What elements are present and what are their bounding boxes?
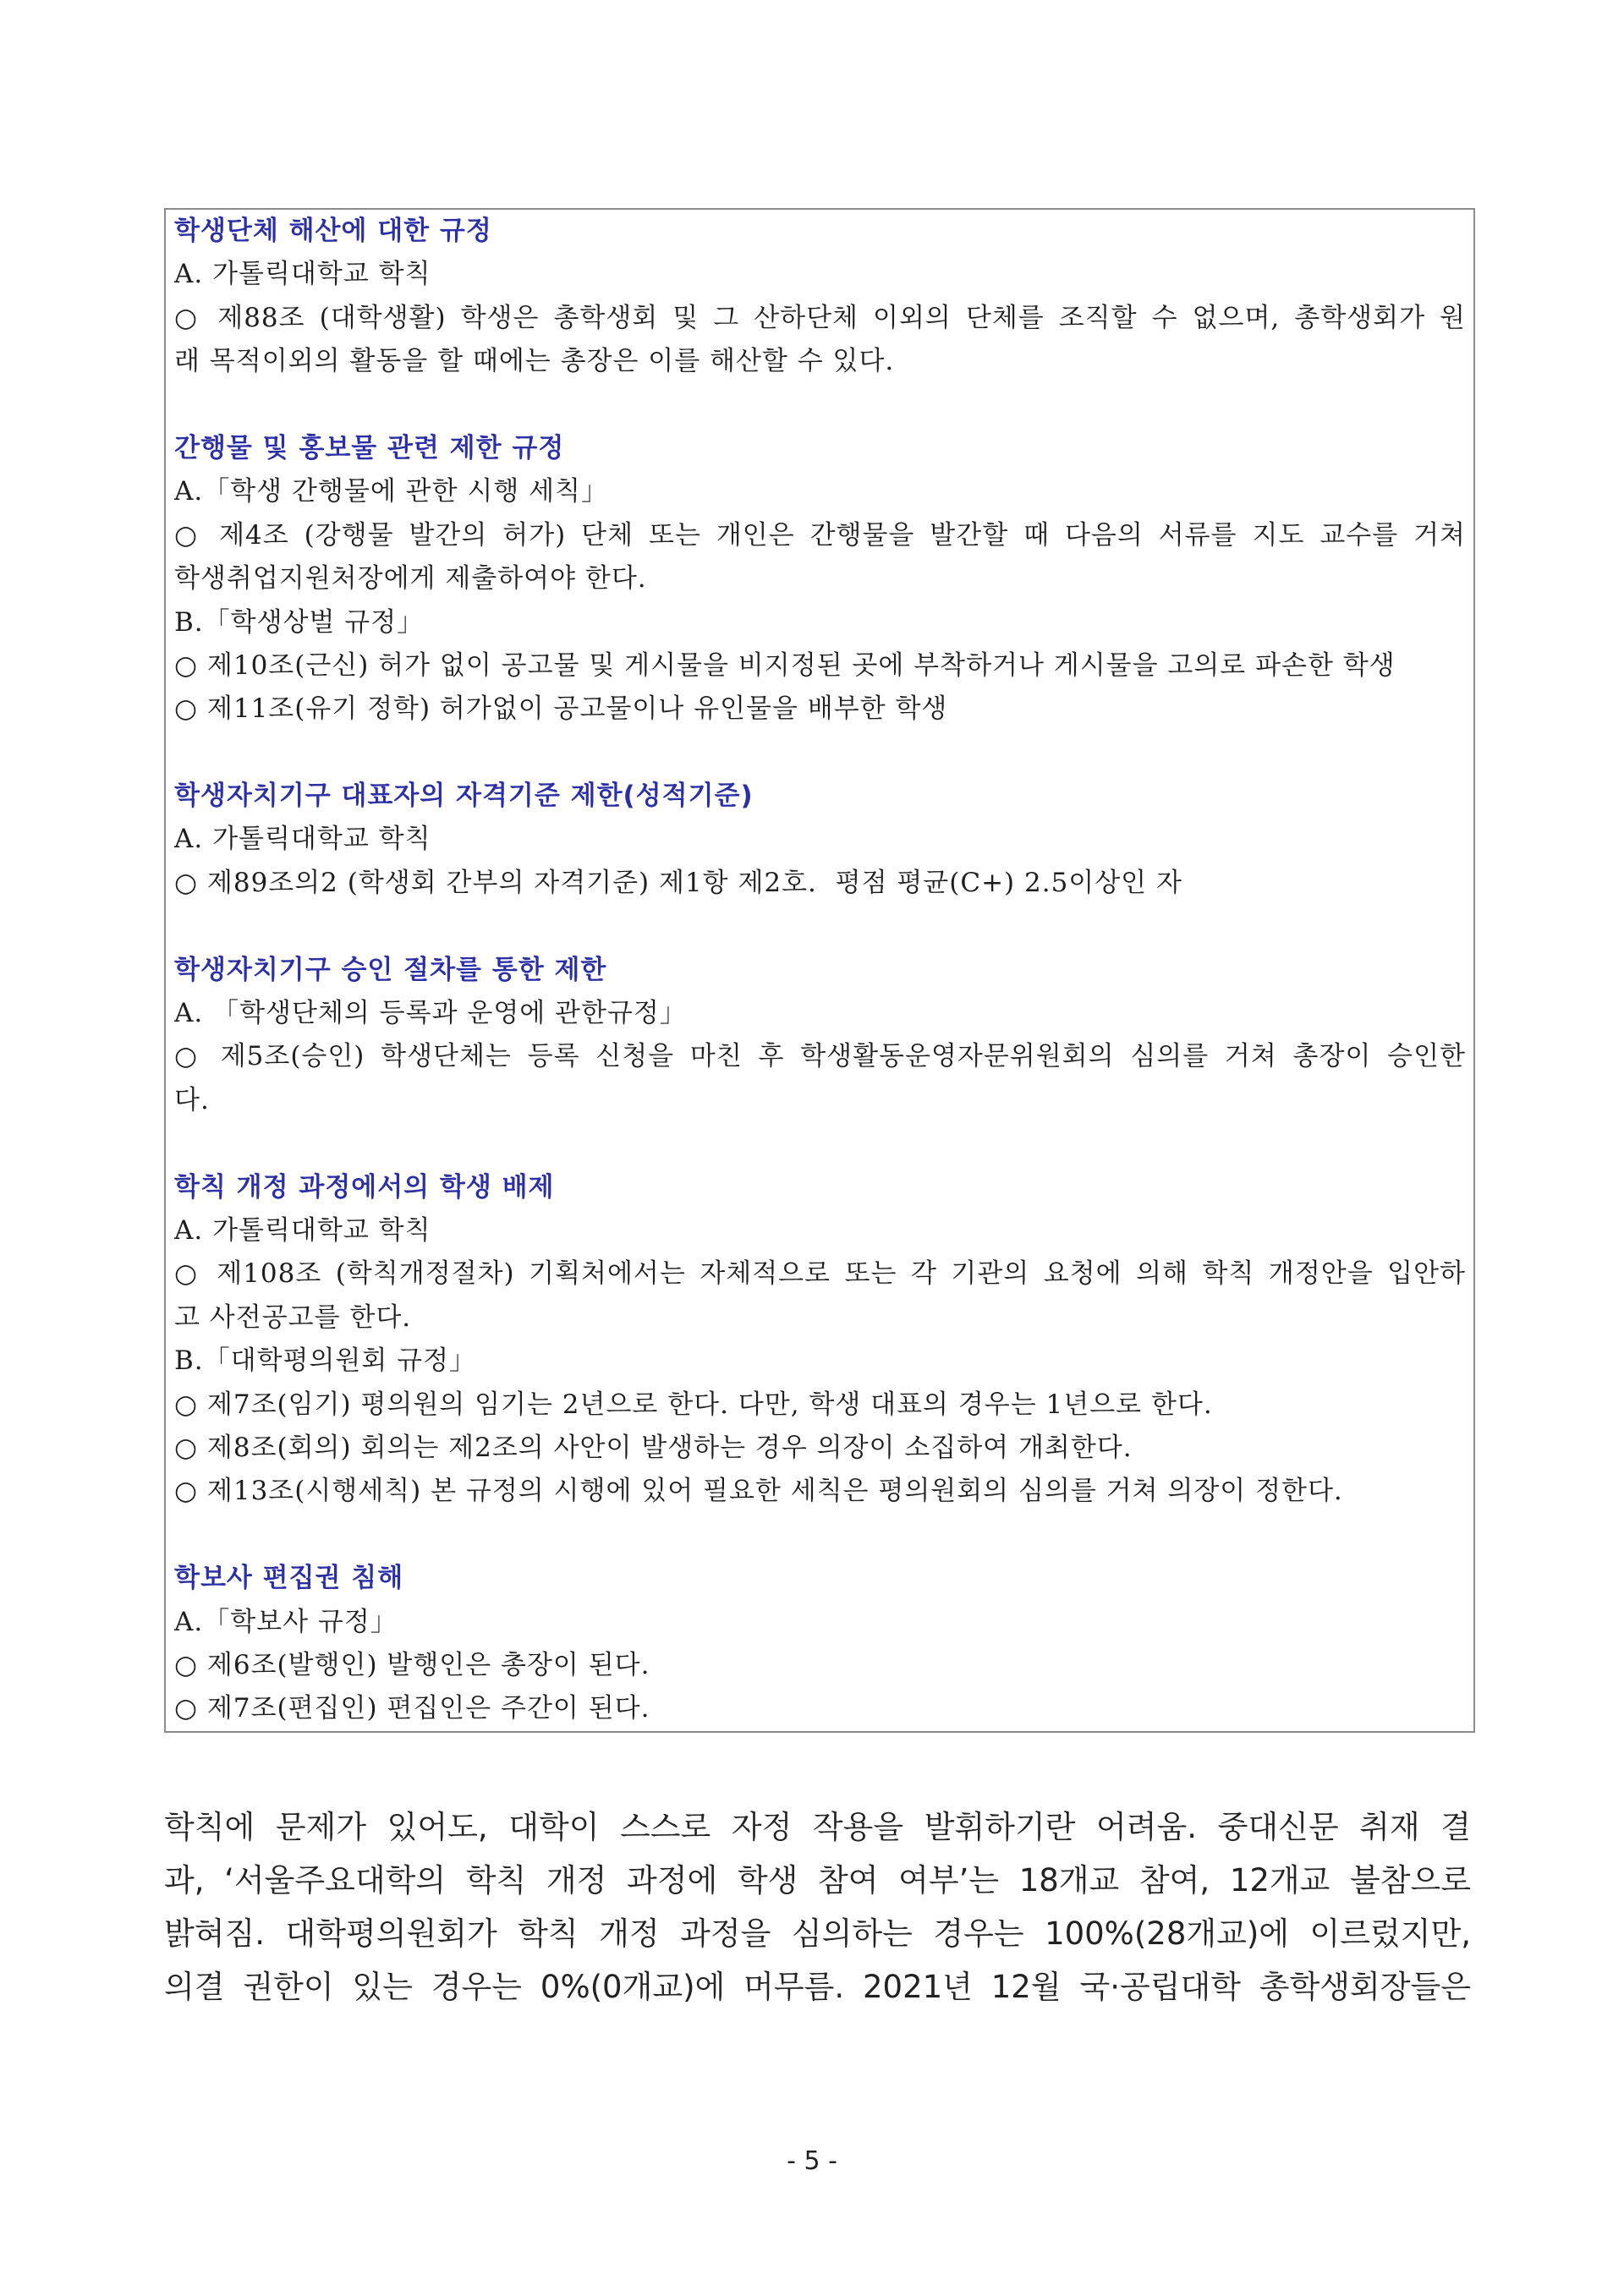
section-heading: 학생자치기구 대표자의 자격기준 제한(성적기준) xyxy=(174,781,754,812)
article-line: ○ 제6조(발행인) 발행인은 총장이 된다. xyxy=(174,1649,650,1680)
section-rule-revision-exclusion xyxy=(174,1166,1466,1514)
section-approval-procedure xyxy=(174,949,1466,1123)
page-number: - 5 - xyxy=(787,2146,837,2176)
regulation-source: A.「학보사 규정」 xyxy=(174,1606,398,1637)
body-paragraph-line: 의결 권한이 있는 경우는 0%(0개교)에 머무름. 2021년 12월 국·공립대학 총학생회장들은 xyxy=(164,1969,1471,2005)
article-line: ○ 제11조(유기 정학) 허가없이 공고물이나 유인물을 배부한 학생 xyxy=(174,693,948,725)
article-line: ○ 제7조(임기) 평의원의 임기는 2년으로 한다. 다만, 학생 대표의 경우는 1년으로 한다. xyxy=(174,1389,1213,1420)
regulation-source: B.「대학평의원회 규정」 xyxy=(174,1345,477,1377)
article-line: ○ 제88조 (대학생활) 학생은 총학생회 및 그 산하단체 이외의 단체를 조직할 수 없으며, 총학생회가 원 xyxy=(174,302,1466,333)
article-line: ○ 제4조 (강행물 발간의 허가) 단체 또는 개인은 간행물을 발간할 때 다음의 서류를 지도 교수를 거쳐 xyxy=(174,519,1466,551)
section-heading: 학보사 편집권 침해 xyxy=(174,1563,404,1594)
section-representative-qualification xyxy=(174,775,1466,905)
article-line: ○ 제108조 (학칙개정절차) 기획처에서는 자체적으로 또는 각 기관의 요청에 의해 학칙 개정안을 입안하 xyxy=(174,1258,1466,1290)
regulation-source: A. 가톨릭대학교 학칙 xyxy=(174,824,431,855)
section-heading: 학칙 개정 과정에서의 학생 배제 xyxy=(174,1171,555,1203)
regulation-source: A.「학생 간행물에 관한 시행 세칙」 xyxy=(174,476,609,507)
section-heading: 학생자치기구 승인 절차를 통한 제한 xyxy=(174,954,607,985)
section-heading: 학생단체 해산에 대한 규정 xyxy=(174,216,492,246)
article-line: 래 목적이외의 활동을 할 때에는 총장은 이를 해산할 수 있다. xyxy=(174,346,895,377)
article-line: 다. xyxy=(174,1084,210,1115)
article-line: ○ 제89조의2 (학생회 간부의 자격기준) 제1항 제2호. 평점 평균(C+) 2.5이상인 자 xyxy=(174,867,1182,898)
section-editorial-rights xyxy=(174,1557,1466,1731)
body-paragraph-line: 학칙에 문제가 있어도, 대학이 스스로 자정 작용을 발휘하기란 어려움. 중대신문 취재 결 xyxy=(164,1809,1471,1845)
article-line: ○ 제5조(승인) 학생단체는 등록 신청을 마친 후 학생활동운영자문위원회의 심의를 거쳐 총장이 승인한 xyxy=(174,1041,1466,1072)
article-line: 고 사전공고를 한다. xyxy=(174,1301,412,1333)
article-line: ○ 제8조(회의) 회의는 제2조의 사안이 발생하는 경우 의장이 소집하여 개최한다. xyxy=(174,1432,1133,1463)
regulation-source: A. 「학생단체의 등록과 운영에 관한규정」 xyxy=(174,998,687,1029)
article-line: ○ 제10조(근신) 허가 없이 공고물 및 게시물을 비지정된 곳에 부착하거나 게시물을 고의로 파손한 학생 xyxy=(174,649,1396,681)
section-heading: 간행물 및 홍보물 관련 제한 규정 xyxy=(174,432,565,463)
regulation-box xyxy=(164,208,1475,1733)
regulation-source: A. 가톨릭대학교 학칙 xyxy=(174,259,431,290)
body-paragraph-line: 과, ‘서울주요대학의 학칙 개정 과정에 학생 참여 여부’는 18개교 참여, 12개교 불참으로 xyxy=(164,1862,1471,1899)
article-line: ○ 제7조(편집인) 편집인은 주간이 된다. xyxy=(174,1693,650,1724)
article-line: 학생취업지원처장에게 제출하여야 한다. xyxy=(174,563,647,595)
regulation-source: A. 가톨릭대학교 학칙 xyxy=(174,1214,431,1246)
section-publication-restrictions xyxy=(174,427,1466,732)
body-paragraph-line: 밝혀짐. 대학평의원회가 학칙 개정 과정을 심의하는 경우는 100%(28개교)에 이르렀지만, xyxy=(164,1915,1471,1952)
section-student-group-dissolution xyxy=(174,210,1466,384)
body-paragraph xyxy=(164,1800,1471,2014)
article-line: ○ 제13조(시행세칙) 본 규정의 시행에 있어 필요한 세칙은 평의원회의 심의를 거쳐 의장이 정한다. xyxy=(174,1476,1343,1507)
regulation-source: B.「학생상벌 규정」 xyxy=(174,606,425,638)
